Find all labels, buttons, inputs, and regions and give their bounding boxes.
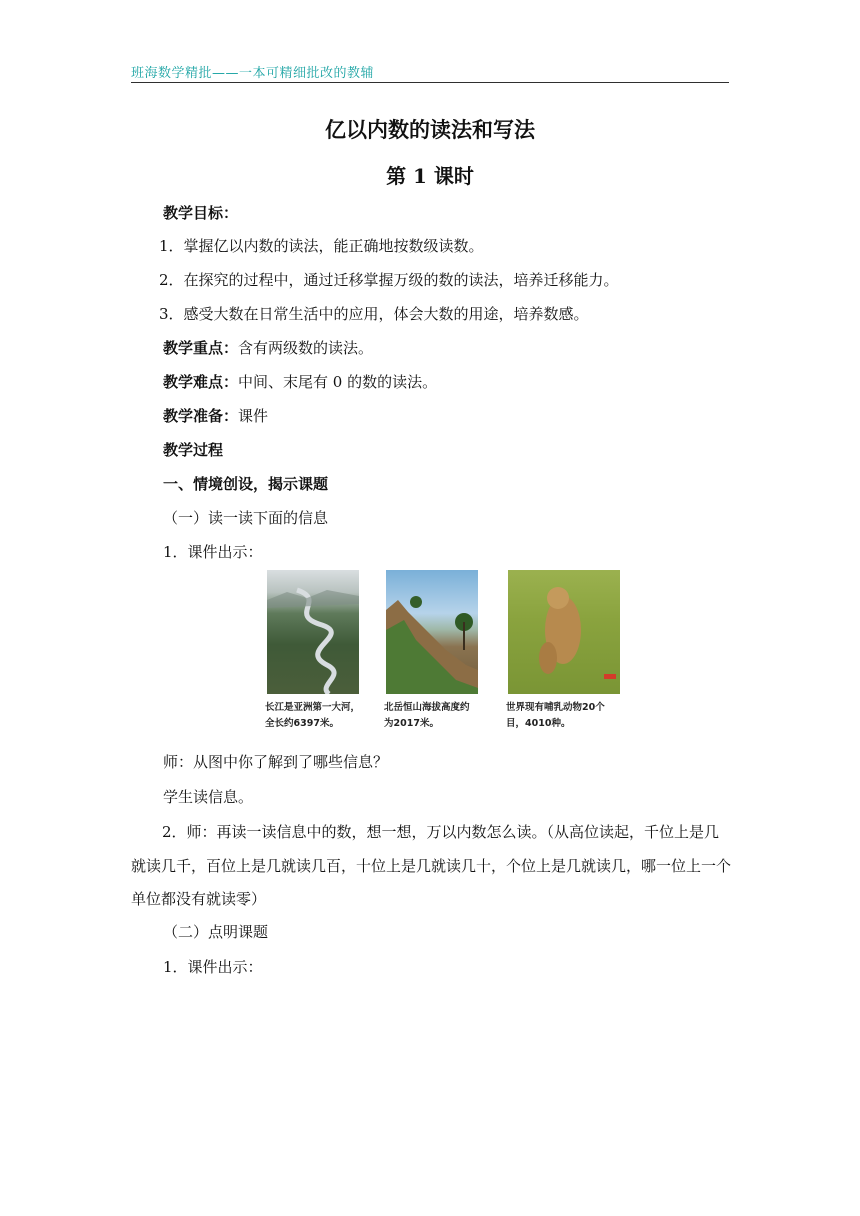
step-text: 1．课件出示：: [163, 543, 263, 561]
preparation-label: 教学准备：: [163, 407, 239, 425]
header-text: 班海数学精批——一本可精细批改的教辅: [131, 66, 375, 81]
objective-item: 3．感受大数在日常生活中的应用，体会大数的用途，培养数感。: [159, 305, 589, 323]
step-paragraph: 2．师：再读一读信息中的数，想一想，万以内数怎么读。（从高位读起，千位上是几就读几千，百位上是几就读几百，十位上是几就读几十，个位上是几就读几，哪一位上一个单位都没有就读零）: [131, 823, 732, 908]
page-header: [131, 60, 729, 83]
hengshan-mountain-photo: [386, 570, 478, 694]
difficulty-text: 中间、末尾有 0 的数的读法。: [238, 373, 438, 391]
caption-line: 北岳恒山海拔高度约: [384, 702, 470, 713]
preparation: [163, 406, 268, 426]
difficulty: [163, 372, 437, 392]
figure-caption: [384, 700, 499, 732]
lesson-subtitle: 第 1 课时: [386, 164, 474, 188]
key-point-label: 教学重点：: [163, 339, 239, 357]
key-point-text: 含有两级数的读法。: [238, 339, 374, 357]
caption-line: 目，4010种。: [506, 718, 571, 729]
figure-caption: [506, 700, 621, 732]
caption-line: 全长约6397米。: [265, 718, 339, 729]
objectives-label: 教学目标：: [163, 204, 239, 222]
objective-item: 1．掌握亿以内数的读法，能正确地按数级读数。: [159, 237, 484, 255]
figure-lions: [506, 570, 621, 732]
key-point: [163, 338, 373, 358]
preparation-text: 课件: [238, 407, 269, 425]
caption-line: 长江是亚洲第一大河，: [265, 702, 361, 713]
lions-photo: [508, 570, 620, 694]
figure-hengshan: [384, 570, 499, 732]
caption-line: 世界现有哺乳动物20个: [506, 702, 605, 713]
subsection-heading: （二）点明课题: [163, 923, 269, 941]
caption-line: 为2017米。: [384, 718, 439, 729]
process-label: 教学过程: [163, 441, 224, 459]
figure-caption: [265, 700, 380, 732]
difficulty-label: 教学难点：: [163, 373, 239, 391]
figure-yangtze: [265, 570, 380, 732]
student-answer: 学生读信息。: [163, 788, 254, 806]
subsection-heading: （一）读一读下面的信息: [163, 509, 329, 527]
document-title: 亿以内数的读法和写法: [325, 117, 535, 142]
objective-item: 2．在探究的过程中，通过迁移掌握万级的数的读法，培养迁移能力。: [159, 271, 619, 289]
section-heading: 一、情境创设，揭示课题: [163, 475, 329, 493]
step-text: 1．课件出示：: [163, 958, 263, 976]
teacher-question: 师：从图中你了解到了哪些信息？: [163, 753, 389, 771]
yangtze-river-photo: [267, 570, 359, 694]
